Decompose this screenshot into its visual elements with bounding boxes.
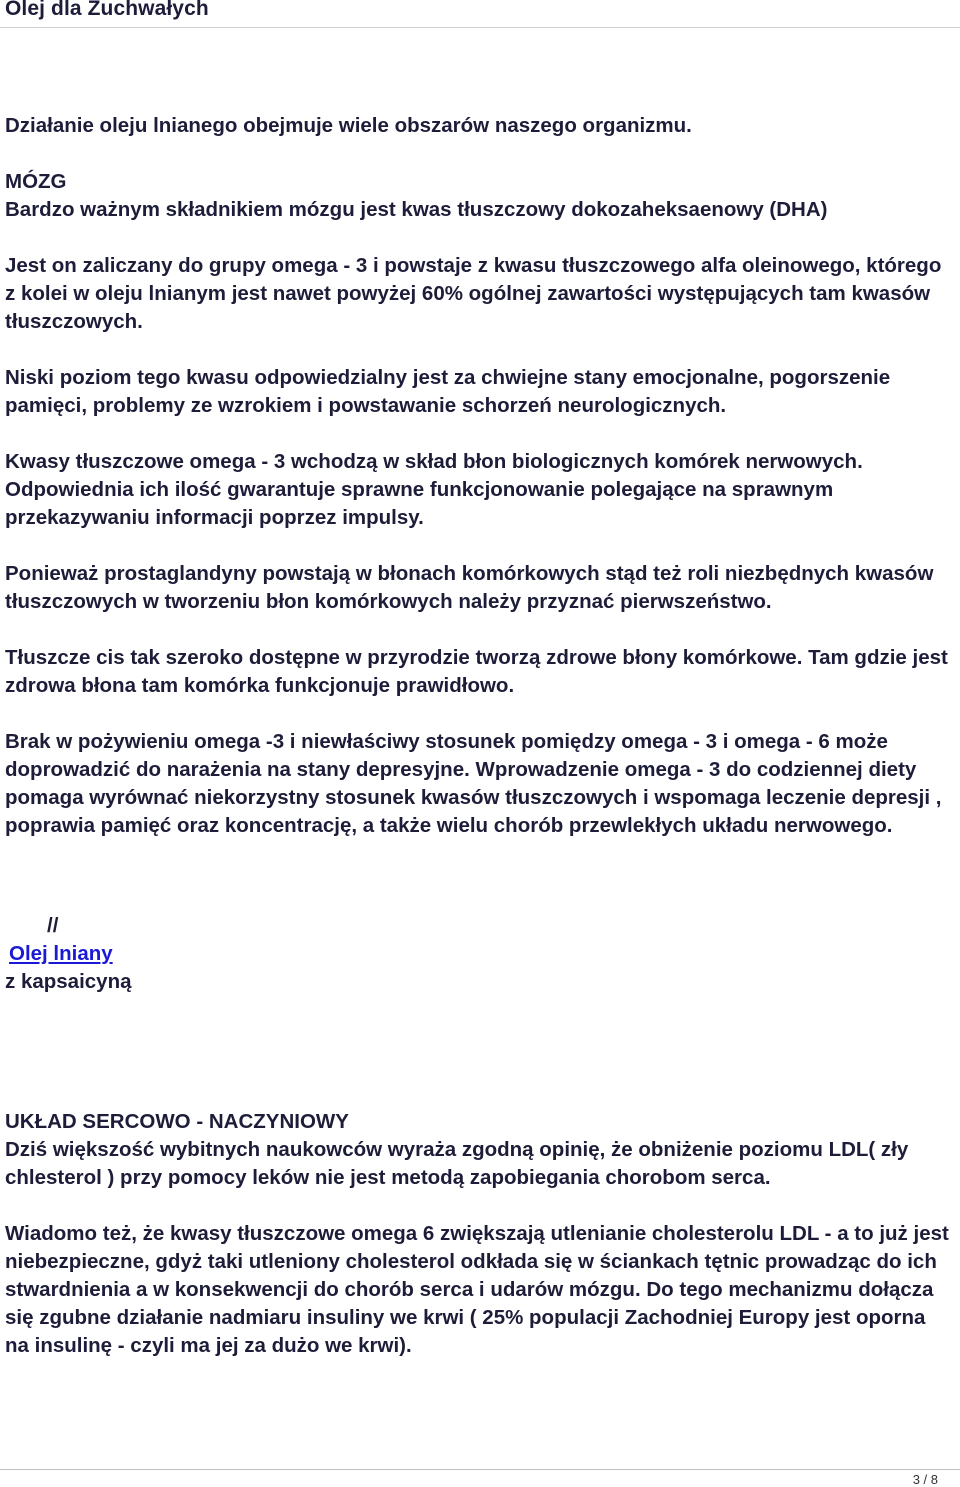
section-heading-brain: MÓZG (5, 170, 67, 193)
header-divider (0, 27, 960, 28)
spacer (5, 996, 955, 1108)
spacer (5, 840, 955, 912)
paragraph-prostaglandins: Ponieważ prostaglandyny powstają w błonach komórkowych stąd też roli niezbędnych kwasów tłuszczowych w tworzeniu błon komórkowych należy przyznać pierwszeństwo. (5, 562, 934, 613)
paragraph-omega6-oxidation: Wiadomo też, że kwasy tłuszczowe omega 6 zwiększają utlenianie cholesterolu LDL - a to już jest niebezpieczne, gdyż taki utleniony cholesterol odkłada się w ściankach tętnic prowadząc do ich stwardnienia a w konsekwencji do chorób serca i udarów mózgu. Do tego mechanizmu dołącza się zgubne działanie nadmiaru insuliny we krwi ( 25% populacji Zachodniej Europy jest oporna na insulinę - czyli ma jej za dużo we krwi). (5, 1222, 949, 1357)
paragraph-cis-fats: Tłuszcze cis tak szeroko dostępne w przyrodzie tworzą zdrowe błony komórkowe. Tam gdzie jest zdrowa błona tam komórka funkcjonuje prawidłowo. (5, 646, 948, 697)
page-number: 3 / 8 (912, 1472, 938, 1487)
paragraph-ldl: Dziś większość wybitnych naukowców wyraża zgodną opinię, że obniżenie poziomu LDL( zły chlesterol ) przy pomocy leków nie jest metodą zapobiegania chorobom serca. (5, 1138, 909, 1189)
document-body (5, 112, 955, 1360)
product-link-block (5, 912, 955, 996)
paragraph-depression: Brak w pożywieniu omega -3 i niewłaściwy stosunek pomiędzy omega - 3 i omega - 6 może doprowadzić do narażenia na stany depresyjne. Wprowadzenie omega - 3 do codziennej diety pomaga wyrównać niekorzystny stosunek kwasów tłuszczowych i wspomaga leczenie depresji , poprawia pamięć oraz koncentrację, a także wielu chorób przewlekłych układu nerwowego. (5, 730, 942, 837)
document-title: Olej dla Zuchwałych (5, 0, 209, 20)
intro-paragraph: Działanie oleju lnianego obejmuje wiele obszarów naszego organizmu. (5, 114, 692, 137)
link-prefix: // (47, 914, 59, 937)
product-link[interactable]: Olej lniany (9, 942, 113, 965)
paragraph-omega3-origin: Jest on zaliczany do grupy omega - 3 i powstaje z kwasu tłuszczowego alfa oleinowego, którego z kolei w oleju lnianym jest nawet powyżej 60% ogólnej zawartości występujących tam kwasów tłuszczowych. (5, 254, 942, 333)
paragraph-dha: Bardzo ważnym składnikiem mózgu jest kwas tłuszczowy dokozaheksaenowy (DHA) (5, 198, 828, 221)
link-suffix: z kapsaicyną (5, 970, 132, 993)
footer-divider (0, 1469, 960, 1470)
paragraph-nerve-membranes: Kwasy tłuszczowe omega - 3 wchodzą w skład błon biologicznych komórek nerwowych. Odpowiednia ich ilość gwarantuje sprawne funkcjonowanie polegające na sprawnym przekazywaniu informacji poprzez impulsy. (5, 450, 863, 529)
section-heading-heart: UKŁAD SERCOWO - NACZYNIOWY (5, 1110, 349, 1133)
paragraph-low-level-effects: Niski poziom tego kwasu odpowiedzialny jest za chwiejne stany emocjonalne, pogorszenie pamięci, problemy ze wzrokiem i powstawanie schorzeń neurologicznych. (5, 366, 891, 417)
